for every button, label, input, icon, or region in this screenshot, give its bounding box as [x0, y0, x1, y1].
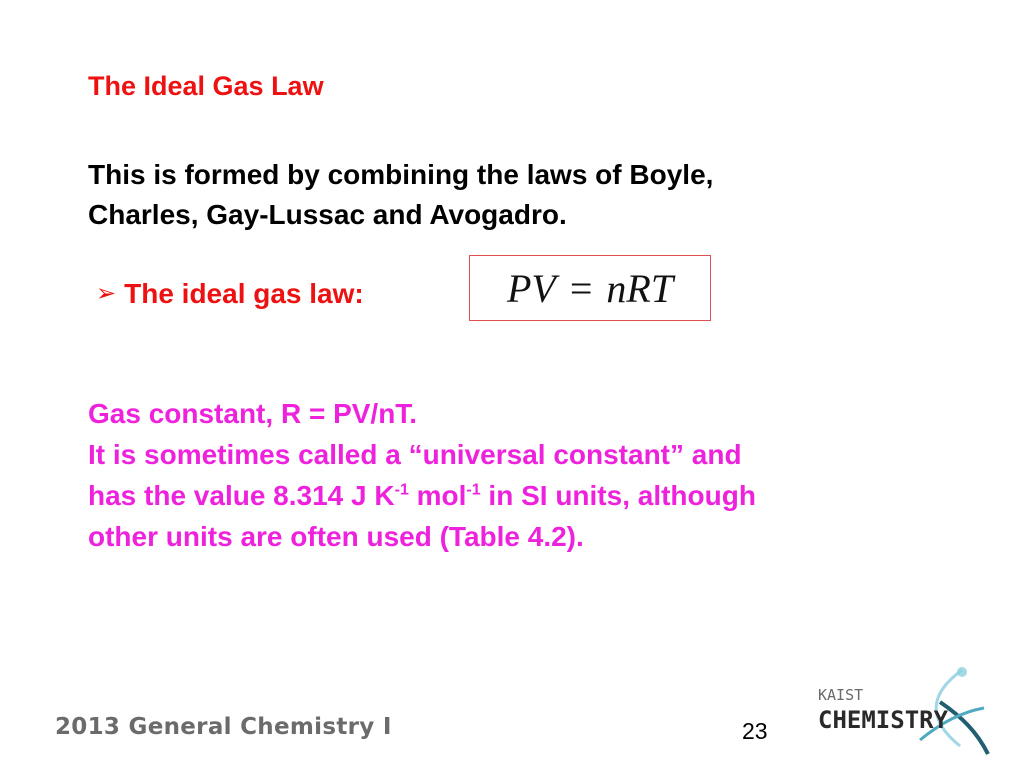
ideal-gas-equation [469, 255, 711, 321]
eq-symbol-n: n [606, 265, 627, 311]
eq-equals: = [569, 265, 593, 311]
page-number: 23 [742, 718, 768, 744]
superscript-1: -1 [394, 481, 409, 499]
course-footer: 2013 General Chemistry I [55, 714, 392, 740]
logo-chemistry-text: CHEMISTRY [818, 706, 949, 734]
gas-constant-description [88, 393, 968, 557]
slide-title: The Ideal Gas Law [88, 71, 324, 101]
eq-symbol-p: P [506, 265, 532, 311]
bullet-label: The ideal gas law: [124, 278, 364, 309]
intro-line-2: Charles, Gay-Lussac and Avogadro. [88, 199, 567, 230]
desc-line-3-part-2: mol [408, 480, 467, 511]
kaist-chemistry-logo [812, 662, 992, 758]
eq-symbol-v: V [531, 265, 556, 311]
desc-line-3-part-1: has the value 8.314 J K [88, 480, 395, 511]
arrow-bullet-icon: ➢ [96, 280, 117, 307]
intro-text [88, 155, 948, 235]
superscript-2: -1 [466, 481, 481, 499]
bullet-item [96, 276, 364, 312]
desc-line-4: other units are often used (Table 4.2). [88, 521, 584, 552]
eq-symbol-r: R [626, 265, 651, 311]
intro-line-1: This is formed by combining the laws of Boyle, [88, 159, 714, 190]
desc-line-1: Gas constant, R = PV/nT. [88, 398, 418, 429]
eq-symbol-t: T [650, 265, 674, 311]
desc-line-3-part-3: in SI units, although [480, 480, 756, 511]
desc-line-2: It is sometimes called a “universal constant” and [88, 439, 742, 470]
desc-line-3 [88, 475, 968, 516]
logo-kaist-text: KAIST [818, 686, 864, 704]
